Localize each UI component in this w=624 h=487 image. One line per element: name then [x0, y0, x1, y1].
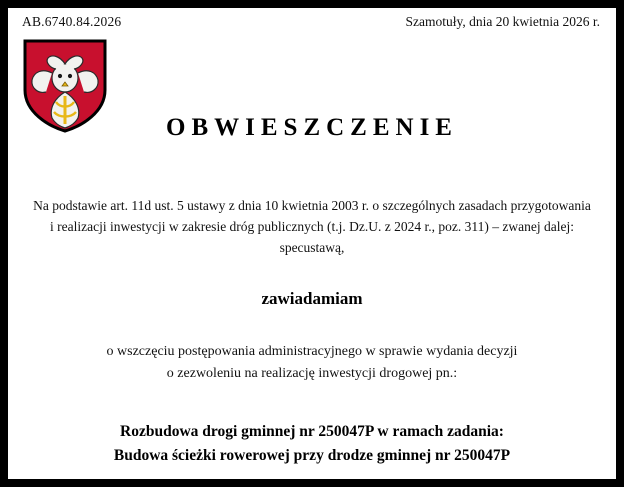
legal-basis: [32, 196, 592, 259]
declaration-text: zawiadamiam: [261, 288, 363, 308]
legal-basis-line-2: i realizacji inwestycji w zakresie dróg publicznych (t.j. Dz.U. z 2024 r., poz. 311) – zwanej dalej: specustawą,: [50, 218, 574, 255]
legal-basis-line-1: Na podstawie art. 11d ust. 5 ustawy z dnia 10 kwietnia 2003 r. o szczególnych zasadach przygotowania: [33, 198, 591, 213]
investment-subject: [32, 420, 592, 468]
document-page: [8, 8, 616, 479]
reference-number: AB.6740.84.2026: [22, 14, 122, 29]
coat-of-arms-icon: [22, 38, 108, 134]
document-header: [20, 14, 604, 36]
place-and-date: Szamotuły, dnia 20 kwietnia 2026 r.: [405, 14, 600, 29]
subject-line-2: Budowa ścieżki rowerowej przy drodze gminnej nr 250047P: [113, 446, 511, 464]
body-line-2: o zezwoleniu na realizację inwestycji drogowej pn.:: [166, 366, 458, 382]
page-title: OBWIESZCZENIE: [166, 114, 458, 141]
body-paragraph: [32, 341, 592, 386]
subject-line-1: Rozbudowa drogi gminnej nr 250047P w ramach zadania:: [120, 422, 504, 440]
body-line-1: o wszczęciu postępowania administracyjnego w sprawie wydania decyzji: [106, 343, 518, 359]
